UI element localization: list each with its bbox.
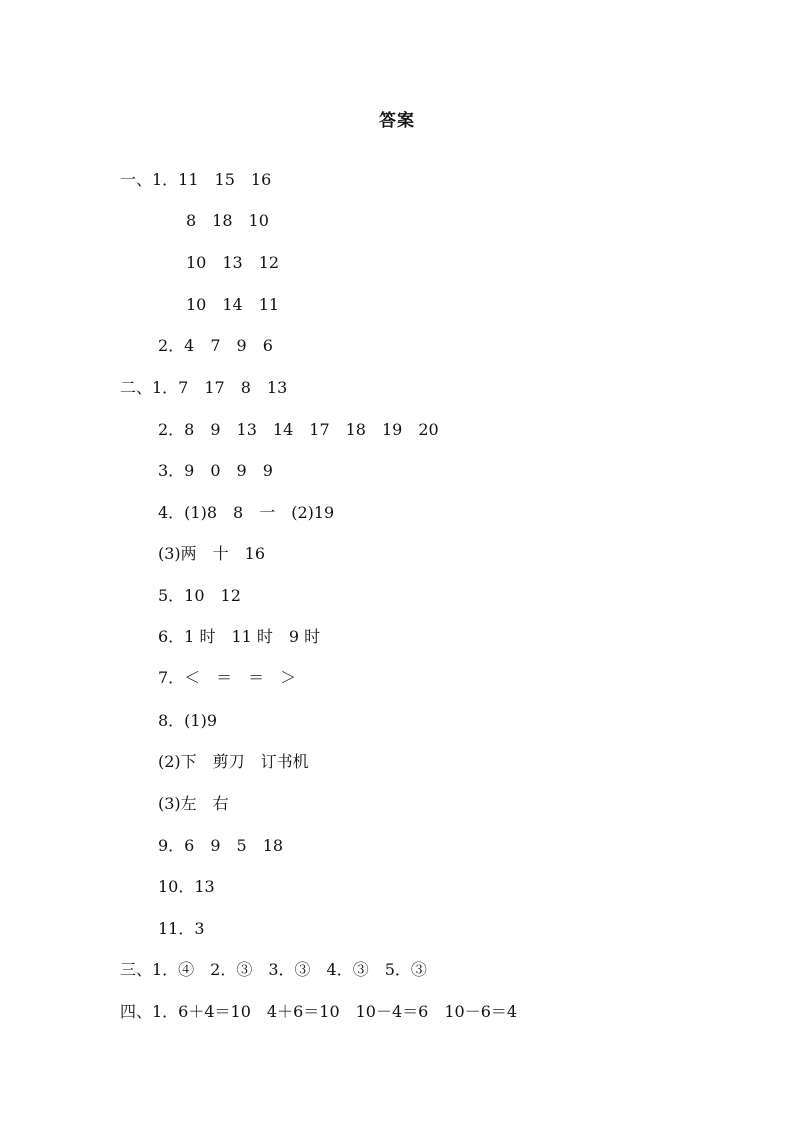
answer-line: 11．3 <box>158 919 205 938</box>
answer-line: 一、1．11 15 16 <box>120 170 272 189</box>
answer-line: 4．(1)8 8 一 (2)19 <box>158 503 335 522</box>
answer-line: 三、1．④ 2．③ 3．③ 4．③ 5．③ <box>120 960 427 979</box>
answer-line: (3)两 十 16 <box>158 544 266 563</box>
answer-line: 8．(1)9 <box>158 711 218 730</box>
answer-line: 5．10 12 <box>158 586 241 605</box>
answer-line: 二、1．7 17 8 13 <box>120 378 288 397</box>
answer-line: (2)下 剪刀 订书机 <box>158 752 309 771</box>
answer-line: 7．＜ ＝ ＝ ＞ <box>158 668 297 687</box>
answer-line: (3)左 右 <box>158 794 229 813</box>
answer-line: 四、1．6＋4＝10 4＋6＝10 10－4＝6 10－6＝4 <box>120 1002 518 1021</box>
answer-line: 6．1 时 11 时 9 时 <box>158 627 321 646</box>
answer-line: 10 13 12 <box>186 253 280 272</box>
answer-line: 9．6 9 5 18 <box>158 836 284 855</box>
answer-line: 3．9 0 9 9 <box>158 461 273 480</box>
answer-line: 8 18 10 <box>186 211 269 230</box>
answer-title: 答案 <box>379 111 415 131</box>
answer-line: 2．8 9 13 14 17 18 19 20 <box>158 420 439 439</box>
answer-line: 10 14 11 <box>186 295 280 314</box>
answer-line: 10．13 <box>158 877 215 896</box>
answer-line: 2．4 7 9 6 <box>158 336 273 355</box>
